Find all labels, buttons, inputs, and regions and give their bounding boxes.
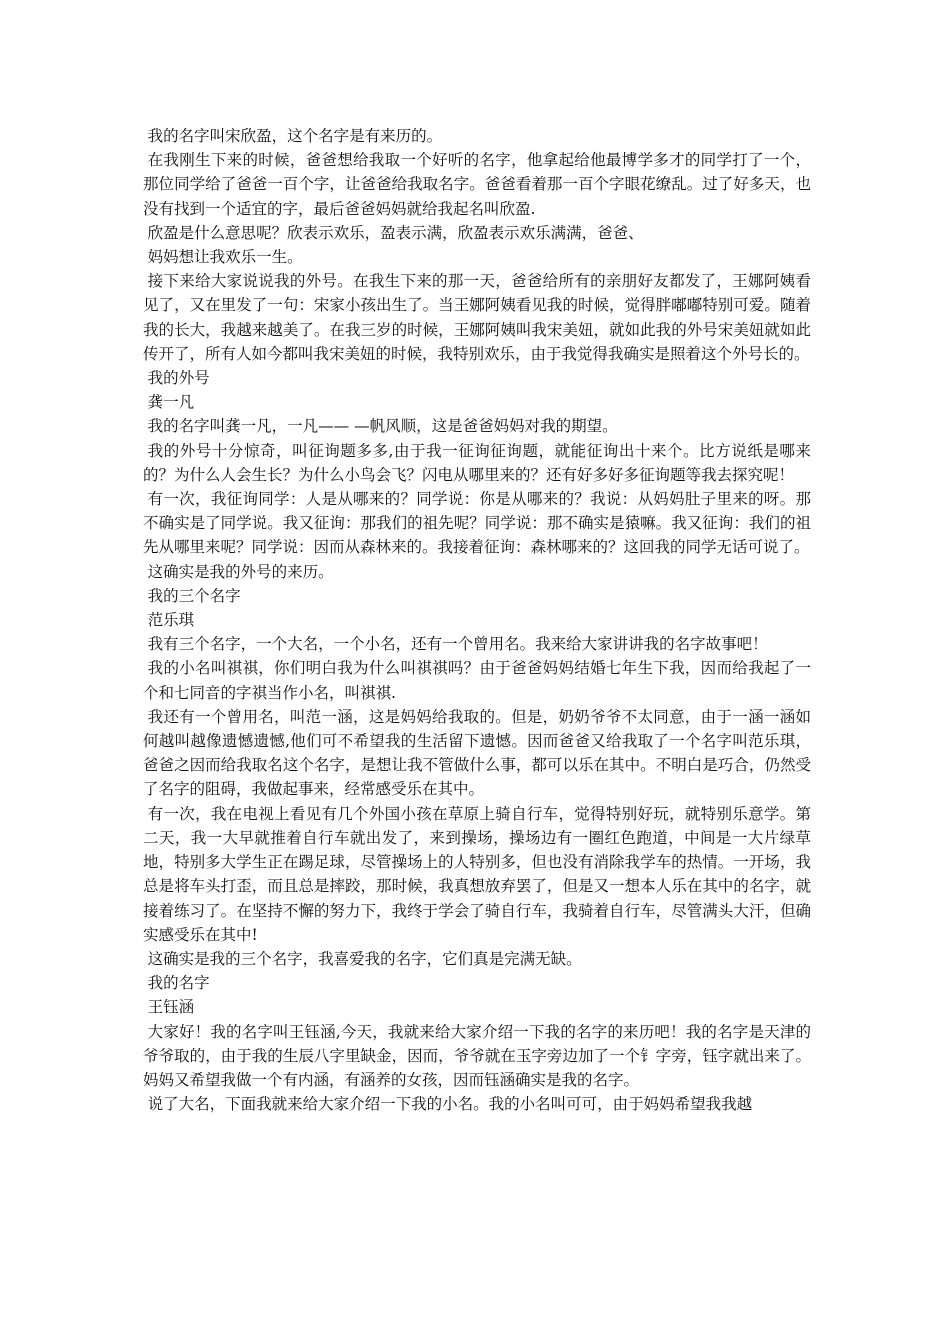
- paragraph-fan-former-name: 我还有一个曾用名，叫范一涵，这是妈妈给我取的。但是，奶奶爷爷不太同意，由于一涵一涵如何越叫越像遗憾遗憾,他们可不希望我的生活留下遗憾。因而爸爸又给我取了一个名字叫范乐琪，爸爸之因而给我取名这个名字，是想让我不管做什么事，都可以乐在其中。不明白是巧合，仍然受了名字的阻碍，我做起事来，经常感受乐在其中。: [143, 707, 811, 799]
- paragraph-wang-name: 大家好！我的名字叫王钰涵,今天，我就来给大家介绍一下我的名字的来历吧！我的名字是天津的爷爷取的，由于我的生辰八字里缺金，因而，爷爷就在玉字旁边加了一个钅字旁，钰字就出来了。妈妈又希望我做一个有内涵，有涵养的女孩，因而钰涵确实是我的名字。: [143, 1022, 811, 1089]
- paragraph-fan-bicycle: 有一次，我在电视上看见有几个外国小孩在草原上骑自行车，觉得特别好玩，就特别乐意学。第二天，我一大早就推着自行车就出发了，来到操场，操场边有一圈红色跑道，中间是一大片绿草地，特别多大学生正在踢足球，尽管操场上的人特别多，但也没有消除我学车的热情。一开场，我总是将车头打歪，而且总是摔跤，那时候，我真想放弃罢了，但是又一想本人乐在其中的名字，就接着练习了。在坚持不懈的努力下，我终于学会了骑自行车，我骑着自行车，尽管满头大汗，但确实感受乐在其中!: [143, 804, 811, 944]
- essay-title-three-names: 我的三个名字: [147, 586, 241, 605]
- paragraph-fan-conclusion: 这确实是我的三个名字，我喜爱我的名字，它们真是完满无缺。: [147, 949, 582, 968]
- paragraph-gong-conclusion: 这确实是我的外号的来历。: [147, 562, 334, 581]
- essay-title-nickname: 我的外号: [147, 369, 210, 388]
- paragraph-fan-intro: 我有三个名字，一个大名，一个小名，还有一个曾用名。我来给大家讲讲我的名字故事吧！: [147, 635, 768, 654]
- essay-author-fan: 范乐琪: [147, 611, 195, 630]
- paragraph-gong-name: 我的名字叫龚一凡，一凡—— —帆风顺，这是爸爸妈妈对我的期望。: [147, 417, 618, 436]
- paragraph-nickname-story: 接下来给大家说说我的外号。在我生下来的那一天，爸爸给所有的亲朋好友都发了，王娜阿姨看见了，又在里发了一句：宋家小孩出生了。当王娜阿姨看见我的时候，觉得胖嘟嘟特别可爱。随着我的长大，我越来越美了。在我三岁的时候，王娜阿姨叫我宋美妞，就如此我的外号宋美妞就如此传开了，所有人如今都叫我宋美妞的时候，我特别欢乐，由于我觉得我确实是照着这个外号长的。: [143, 272, 811, 363]
- paragraph-gong-nickname: 我的外号十分惊奇，叫征询题多多,由于我一征询征询题，就能征询出十来个。比方说纸是哪来的？为什么人会生长？为什么小鸟会飞？闪电从哪里来的？还有好多好多征询题等我去探究呢！: [143, 441, 811, 484]
- paragraph-name-origin: 我的名字叫宋欣盈，这个名字是有来历的。: [147, 127, 443, 145]
- paragraph-name-meaning-cont: 妈妈想让我欢乐一生。: [147, 248, 303, 267]
- paragraph-birth-story: 在我刚生下来的时候，爸爸想给我取一个好听的名字，他拿起给他最博学多才的同学打了一个，那位同学给了爸爸一百个字，让爸爸给我取名字。爸爸看着那一百个字眼花缭乱。过了好多天，也没有找到一个适宜的字，最后爸爸妈妈就给我起名叫欣盈.: [143, 151, 811, 218]
- document-page: [143, 124, 811, 1116]
- essay-author-gong: 龚一凡: [147, 393, 195, 412]
- paragraph-wang-nickname: 说了大名，下面我就来给大家介绍一下我的小名。我的小名叫可可，由于妈妈希望我我越: [147, 1095, 753, 1114]
- essay-author-wang: 王钰涵: [147, 998, 195, 1017]
- essay-title-my-name: 我的名字: [147, 974, 210, 993]
- paragraph-fan-nickname: 我的小名叫祺祺，你们明白我为什么叫祺祺吗？由于爸爸妈妈结婚七年生下我，因而给我起了一个和七同音的字祺当作小名，叫祺祺.: [143, 659, 811, 702]
- paragraph-gong-question: 有一次，我征询同学：人是从哪来的？同学说：你是从哪来的？我说：从妈妈肚子里来的呀。那不确实是了同学说。我又征询：那我们的祖先呢？同学说：那不确实是猿嘛。我又征询：我们的祖先从哪里来呢？同学说：因而从森林来的。我接着征询：森林哪来的？这回我的同学无话可说了。: [143, 490, 811, 557]
- paragraph-name-meaning: 欣盈是什么意思呢？欣表示欢乐，盈表示满，欣盈表示欢乐满满，爸爸、: [147, 223, 644, 242]
